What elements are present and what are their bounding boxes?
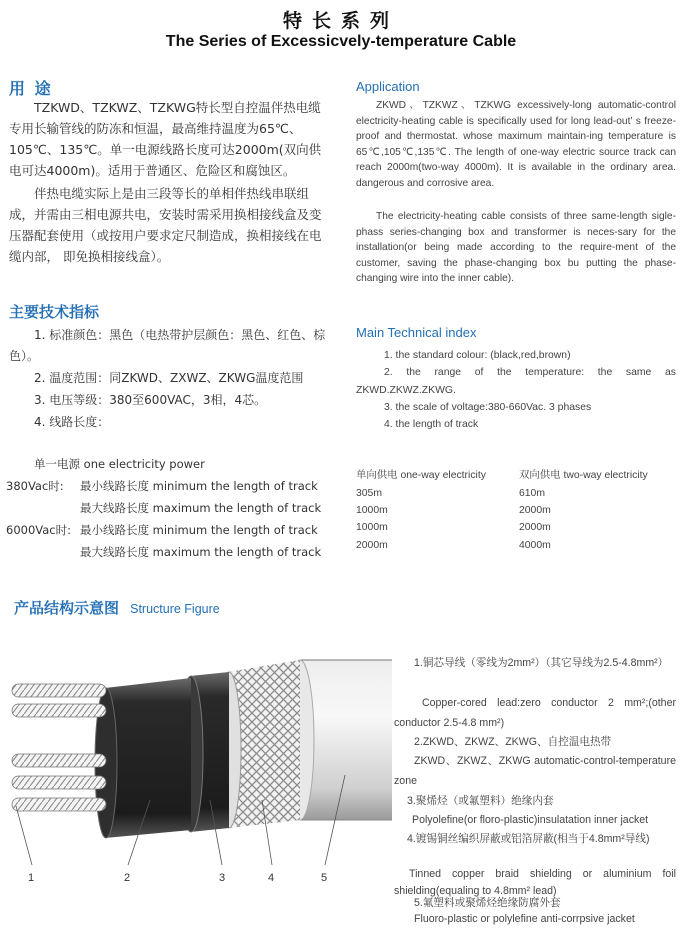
table-header-one-way: 单向供电 one-way electricity bbox=[356, 470, 486, 481]
voltage-380-label: 380Vac时: bbox=[6, 479, 64, 493]
figure-label-4: 4 bbox=[268, 872, 275, 884]
page-title-en: The Series of Excessicvely-temperature Cable bbox=[165, 33, 517, 50]
table-header-two-way: 双向供电 two-way electricity bbox=[519, 470, 648, 481]
table-cell: 2000m bbox=[519, 522, 551, 533]
copper-conductors bbox=[12, 684, 106, 811]
structure-desc-1-en: Copper-cored lead:zero conductor 2 mm²;(other conductor 2.5-4.8 mm²) bbox=[394, 697, 676, 729]
figure-label-5: 5 bbox=[321, 872, 328, 884]
table-cell: 2000m bbox=[519, 505, 551, 516]
figure-label-3: 3 bbox=[219, 872, 226, 884]
application-en-paragraph-1: ZKWD、TZKWZ、TZKWG excessively-long automatic-control electricity-heating cable is specifically used for long lead-out’ s freeze-proof and thermostat. whose maximum maintain-ing temperature is 65℃,105℃,135℃. The length of one-way electric source track can reach 2000m(two-way 4000m). It is available in the ordinary area. dangerous and corrosive area. bbox=[356, 100, 676, 189]
technical-cn-item-1: 1. 标准颜色：黑色（电热带护层颜色：黑色、红色、棕色）。 bbox=[9, 328, 326, 363]
technical-cn-item-2: 2. 温度范围：同ZKWD、ZXWZ、ZKWG温度范围 bbox=[34, 371, 304, 385]
structure-desc-2-cn: 2.ZKWD、ZKWZ、ZKWG、自控温电热带 bbox=[414, 736, 612, 748]
max-length-380: 最大线路长度 maximum the length of track bbox=[80, 501, 322, 515]
table-cell: 1000m bbox=[356, 505, 388, 516]
figure-label-1: 1 bbox=[28, 872, 35, 884]
structure-desc-4-cn: 4.镀锡铜丝编织屏蔽或铝箔屏蔽(相当于4.8mm²导线) bbox=[407, 833, 650, 845]
min-length-6000: 最小线路长度 minimum the length of track bbox=[80, 523, 318, 537]
application-cn-paragraph-2: 伴热电缆实际上是由三段等长的单相伴热线串联组成，并需由三相电源共电，安装时需采用换相接线盒及变压器配套使用（或按用户要求定尺制造成，换相接线在电缆内部， 即免换相接线盒）。 bbox=[9, 186, 322, 264]
structure-desc-2-en: ZKWD、ZKWZ、ZKWG automatic-control-temperature zone bbox=[394, 755, 676, 787]
technical-cn-item-4: 4. 线路长度： bbox=[34, 415, 110, 429]
structure-desc-3-en: Polyolefine(or floro-plastic)insulatation inner jacket bbox=[412, 814, 649, 826]
structure-desc-4-en: Tinned copper braid shielding or aluminium foil shielding(equaling to 4.8mm² lead) bbox=[394, 868, 676, 897]
structure-desc-3-cn: 3.聚烯烃（或氟塑料）绝缘内套 bbox=[407, 795, 554, 807]
application-heading-en: Application bbox=[356, 79, 420, 94]
structure-heading-cn: 产品结构示意图 bbox=[14, 599, 120, 617]
technical-en-item-2: 2. the range of the temperature: the same as ZKWD.ZKWZ.ZKWG. bbox=[356, 367, 676, 396]
structure-desc-1-cn: 1.铜芯导线（零线为2mm²）（其它导线为2.5-4.8mm²） bbox=[414, 657, 669, 669]
table-cell: 4000m bbox=[519, 540, 551, 551]
heating-zone-shape bbox=[105, 678, 191, 838]
table-cell: 610m bbox=[519, 488, 545, 499]
structure-desc-5-en: Fluoro-plastic or polylefine anti-corrpsive jacket bbox=[414, 913, 635, 925]
application-cn-paragraph-1: TZKWD、TZKWZ、TZKWG特长型自控温伴热电缆专用长输管线的防冻和恒温，最高维持温度为65℃、105℃、135℃。单一电源线路长度可达2000m(双向供电可达4000m)。适用于普通区、危险区和腐蚀区。 bbox=[9, 100, 322, 178]
application-en-paragraph-2: The electricity-heating cable consists of three same-length sigle-phass series-changing box and transformer is neces-sary for the installation(or being made according to the require-ment of the customer, saving the phase-changing box bu putting the phase-changing wire into the inner cable). bbox=[356, 211, 676, 284]
technical-heading-en: Main Technical index bbox=[356, 325, 477, 340]
table-cell: 2000m bbox=[356, 540, 388, 551]
max-length-6000: 最大线路长度 maximum the length of track bbox=[80, 545, 322, 559]
voltage-6000-label: 6000Vac时: bbox=[6, 523, 71, 537]
figure-label-2: 2 bbox=[124, 872, 131, 884]
table-cell: 1000m bbox=[356, 522, 388, 533]
page-title-cn: 特长系列 bbox=[282, 10, 399, 32]
technical-en-item-4: 4. the length of track bbox=[384, 419, 479, 430]
technical-en-item-3: 3. the scale of voltage:380-660Vac. 3 phases bbox=[384, 402, 592, 413]
structure-heading bbox=[14, 597, 220, 618]
structure-desc-5-cn: 5.氟塑料或聚烯烃绝缘防腐外套 bbox=[414, 897, 561, 909]
technical-cn-item-3: 3. 电压等级：380至600VAC，3相，4芯。 bbox=[34, 393, 267, 407]
structure-heading-en: Structure Figure bbox=[130, 602, 220, 616]
technical-heading-cn: 主要技术指标 bbox=[9, 303, 100, 321]
application-heading-cn: 用 途 bbox=[9, 79, 53, 98]
technical-en-item-1: 1. the standard colour: (black,red,brown) bbox=[384, 350, 571, 361]
single-power-label: 单一电源 one electricity power bbox=[34, 457, 205, 471]
table-cell: 305m bbox=[356, 488, 382, 499]
min-length-380: 最小线路长度 minimum the length of track bbox=[80, 479, 318, 493]
cable-structure-figure bbox=[0, 650, 392, 890]
